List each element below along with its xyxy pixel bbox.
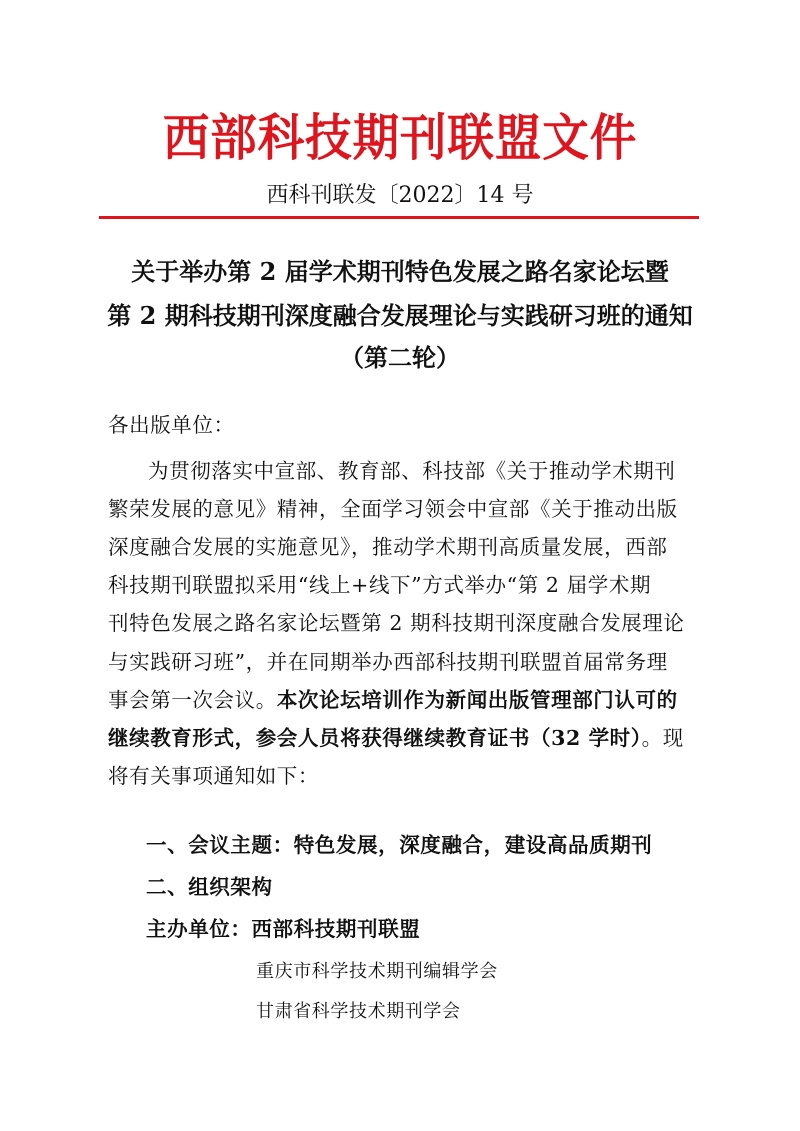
body-line-8-normal: 。现: [641, 726, 684, 750]
section-theme: 一、会议主题：特色发展，深度融合，建设高品质期刊: [146, 833, 653, 857]
notice-title-round: （第二轮）: [340, 343, 460, 372]
body-line-4: 科技期刊联盟拟采用“线上+线下”方式举办“第 2 届学术期: [108, 573, 652, 597]
body-line-5: 刊特色发展之路名家论坛暨第 2 期科技期刊深度融合发展理论: [108, 611, 685, 635]
body-line-7-bold: 本次论坛培训作为新闻出版管理部门认可的: [276, 688, 678, 712]
host-member: 重庆市科学技术期刊编辑学会: [256, 961, 498, 982]
body-line-7-normal: 事会第一次会议。: [108, 688, 277, 712]
host-unit: 主办单位：西部科技期刊联盟: [146, 917, 421, 941]
body-line-3: 深度融合发展的实施意见》，推动学术期刊高质量发展，西部: [108, 535, 668, 559]
notice-title-line-1: 关于举办第 2 届学术期刊特色发展之路名家论坛暨: [131, 257, 669, 286]
body-line-8: [108, 721, 684, 751]
body-line-1: 为贯彻落实中宣部、教育部、科技部《关于推动学术期刊: [148, 459, 676, 483]
section-organization-heading: 二、组织架构: [146, 875, 273, 899]
document-number: 西科刊联发〔2022〕14 号: [266, 183, 534, 208]
body-line-2: 繁荣发展的意见》精神，全面学习领会中宣部《关于推动出版: [108, 497, 678, 521]
salutation: 各出版单位：: [108, 413, 235, 437]
organization-header: 西部科技期刊联盟文件: [162, 108, 638, 167]
body-line-6: 与实践研习班”，并在同期举办西部科技期刊联盟首届常务理: [108, 650, 668, 674]
header-divider: [99, 216, 699, 219]
body-line-7: [108, 683, 678, 713]
body-line-8-bold: 继续教育形式，参会人员将获得继续教育证书（32 学时）: [108, 726, 642, 750]
body-line-9: 将有关事项通知如下：: [108, 764, 319, 788]
notice-title-line-2: 第 2 期科技期刊深度融合发展理论与实践研习班的通知: [107, 301, 693, 330]
host-member: 甘肃省科学技术期刊学会: [256, 1001, 461, 1022]
